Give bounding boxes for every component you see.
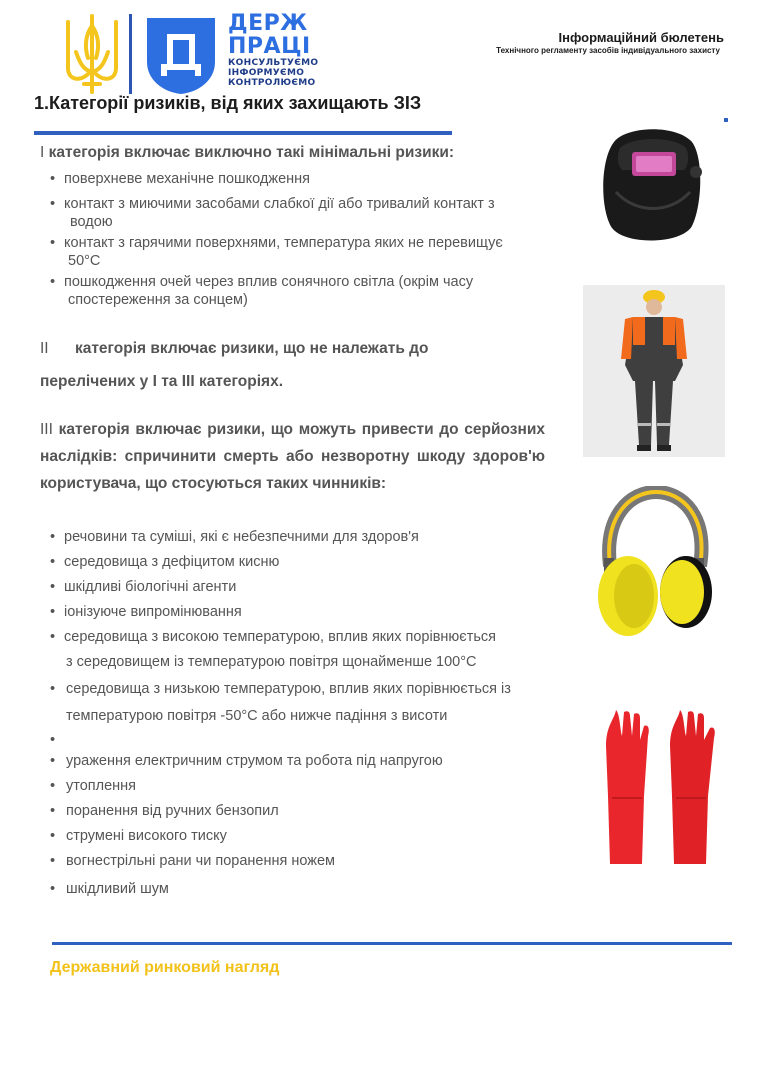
bulletin-subtitle: Технічного регламенту засобів індивідуального захисту [496, 46, 720, 55]
list-item: • шкідливий шум [50, 881, 570, 906]
list-item: • поверхневе механічне пошкодження [50, 171, 550, 196]
list-item-empty [50, 732, 570, 753]
derzhpratsi-badge-icon [143, 14, 219, 96]
cat3-heading [40, 416, 545, 497]
section-title: 1.Категорії ризиків, від яких захищають ЗІЗ [34, 93, 422, 113]
earmuffs-image [590, 486, 720, 642]
logo-tag2: ІНФОРМУЄМО [228, 68, 305, 78]
trident-emblem [62, 12, 122, 96]
list-item: • речовини та суміші, які є небезпечними для здоров'я [50, 529, 570, 554]
list-item: • середовища з високою температурою, вплив яких порівнюється [50, 629, 570, 654]
logo-line2: ПРАЦІ [228, 34, 311, 59]
list-item-continuation: температурою повітря -50°C або нижче падіння з висоти [66, 708, 448, 724]
bulletin-title: Інформаційний бюлетень [558, 30, 724, 45]
list-item-continuation: 50°C [68, 253, 101, 269]
workwear-suit-image [583, 285, 725, 457]
logo-wordmark [228, 12, 318, 88]
list-item: • контакт з миючими засобами слабкої дії або тривалий контакт з [50, 196, 550, 214]
logo-divider [129, 14, 132, 94]
list-item-continuation: водою [70, 214, 113, 230]
dielectric-gloves-image [598, 706, 722, 870]
logo-tag1: КОНСУЛЬТУЄМО [228, 58, 319, 68]
cat2-heading-line2: перелічених у І та ІІІ категоріях. [40, 373, 283, 390]
list-item: • середовища з низькою температурою, вплив яких порівнюється із [50, 681, 570, 708]
list-item-continuation: спостереження за сонцем) [68, 292, 248, 308]
list-item: • вогнестрільні рани чи поранення ножем [50, 853, 570, 881]
logo-line1: ДЕРЖ [228, 11, 308, 36]
list-item: • ураження електричним струмом та робота під напругою [50, 753, 570, 778]
cat3-text: категорія включає ризики, що можуть привести до серйозних наслідків: спричинити смерть або незворотну шкоду здоров'ю користувача, що стосуються таких чинників: [40, 421, 545, 492]
cat1-num: I [40, 144, 45, 161]
title-underline [34, 131, 452, 135]
footer-text: Державний ринковий нагляд [50, 959, 280, 976]
welding-helmet-image [596, 122, 706, 250]
cat1-heading [40, 144, 454, 162]
decorative-dot [724, 118, 728, 122]
list-item: • струмені високого тиску [50, 828, 570, 853]
cat1-text: категорія включає виключно такі мінімальні ризики: [48, 144, 455, 161]
list-item: • пошкодження очей через вплив сонячного світла (окрім часу [50, 274, 550, 292]
cat1-list [50, 171, 550, 310]
list-item: • середовища з дефіцитом кисню [50, 554, 570, 579]
cat2-heading-line1: II категорія включає ризики, що не належать до [40, 340, 429, 357]
list-item: • іонізуюче випромінювання [50, 604, 570, 629]
logo-tag3: КОНТРОЛЮЄМО [228, 78, 316, 88]
footer-rule [52, 942, 732, 945]
cat3-num: III [40, 421, 53, 438]
cat3-list [50, 529, 570, 906]
list-item: • шкідливі біологічні агенти [50, 579, 570, 604]
list-item: • контакт з гарячими поверхнями, температура яких не перевищує [50, 235, 550, 253]
list-item: • утоплення [50, 778, 570, 803]
cat2-num: II [40, 340, 49, 357]
list-item: • поранення від ручних бензопил [50, 803, 570, 828]
list-item-continuation: з середовищем із температурою повітря щонайменше 100°C [66, 654, 477, 670]
